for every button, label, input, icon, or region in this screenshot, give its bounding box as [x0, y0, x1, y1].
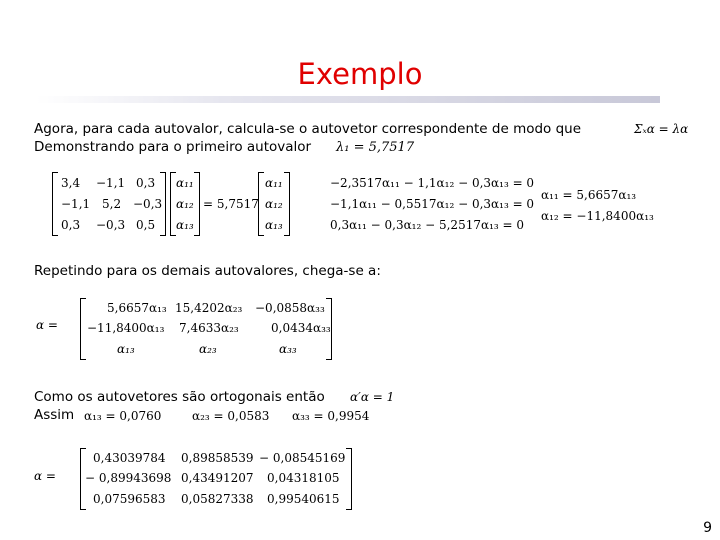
matrix-cell: −0,3	[96, 218, 126, 232]
matrix-cell: 0,89858539	[181, 451, 254, 465]
matrix-cell: −1,1	[96, 176, 126, 190]
solution-2: α₁₂ = −11,8400α₁₃	[541, 209, 654, 223]
matrix-cell: 5,6657α₁₃	[107, 301, 167, 315]
matrix-cell: 0,43039784	[93, 451, 166, 465]
matrix-cell: − 0,89943698	[85, 471, 172, 485]
matrix-cell: 0,5	[136, 218, 156, 232]
vector-cell: α₁₃	[265, 218, 283, 232]
matrix-cell: 0,43491207	[181, 471, 254, 485]
matrix-cell: −0,3	[133, 197, 163, 211]
matrix-cell: 0,3	[136, 176, 156, 190]
assim-value-1: α₁₃ = 0,0760	[84, 409, 162, 423]
vector-cell: α₁₂	[265, 197, 283, 211]
equation-2: −1,1α₁₁ − 0,5517α₁₂ − 0,3α₁₃ = 0	[330, 197, 535, 211]
matrix-cell: −11,8400α₁₃	[87, 321, 165, 335]
matrix-cell: α₃₃	[279, 342, 297, 356]
matrix-cell: α₂₃	[199, 342, 217, 356]
matrix-cell: 0,99540615	[267, 492, 340, 506]
vector-cell: α₁₁	[176, 176, 194, 190]
vector-cell: α₁₁	[265, 176, 283, 190]
matrix-cell: −0,0858α₃₃	[255, 301, 325, 315]
matrix-cell: − 0,08545169	[259, 451, 346, 465]
final-matrix-label: α =	[34, 469, 56, 483]
matrix-cell: 15,4202α₂₃	[175, 301, 243, 315]
page-number: 9	[703, 520, 712, 536]
rhs-vector	[258, 172, 290, 236]
matrix-cell: α₁₃	[117, 342, 135, 356]
assim-value-2: α₂₃ = 0,0583	[192, 409, 270, 423]
equation-1: −2,3517α₁₁ − 1,1α₁₂ − 0,3α₁₃ = 0	[330, 176, 535, 190]
alpha-matrix-label: α =	[36, 318, 58, 332]
alpha-vector	[170, 172, 200, 236]
final-matrix	[80, 448, 352, 510]
covariance-matrix	[52, 172, 166, 236]
matrix-cell: 0,3	[61, 218, 81, 232]
orthogonal-formula: α′α = 1	[350, 390, 395, 404]
matrix-cell: 0,07596583	[93, 492, 166, 506]
orthogonal-text: Como os autovetores são ortogonais então	[34, 389, 325, 405]
intro-formula: Σₓα = λα	[634, 122, 689, 136]
matrix-cell: 5,2	[102, 197, 122, 211]
page-title: Exemplo	[297, 57, 423, 91]
matrix-cell: 0,0434α₃₃	[271, 321, 331, 335]
demo-text: Demonstrando para o primeiro autovalor	[34, 139, 312, 155]
vector-cell: α₁₃	[176, 218, 194, 232]
solution-1: α₁₁ = 5,6657α₁₃	[541, 188, 637, 202]
vector-cell: α₁₂	[176, 197, 194, 211]
demo-value: λ₁ = 5,7517	[336, 140, 415, 155]
matrix-cell: 0,04318105	[267, 471, 340, 485]
matrix-cell: 0,05827338	[181, 492, 254, 506]
assim-label: Assim	[34, 407, 75, 423]
matrix-cell: 7,4633α₂₃	[179, 321, 239, 335]
title-divider	[36, 96, 660, 103]
matrix-cell: −1,1	[61, 197, 91, 211]
eigenvalue-multiplier: = 5,7517	[203, 197, 259, 211]
intro-text: Agora, para cada autovalor, calcula-se o autovetor correspondente de modo que	[34, 121, 582, 137]
repeat-text: Repetindo para os demais autovalores, chega-se a:	[34, 263, 381, 279]
assim-value-3: α₃₃ = 0,9954	[292, 409, 370, 423]
equation-3: 0,3α₁₁ − 0,3α₁₂ − 5,2517α₁₃ = 0	[330, 218, 525, 232]
alpha-matrix	[80, 298, 332, 360]
matrix-cell: 3,4	[61, 176, 81, 190]
